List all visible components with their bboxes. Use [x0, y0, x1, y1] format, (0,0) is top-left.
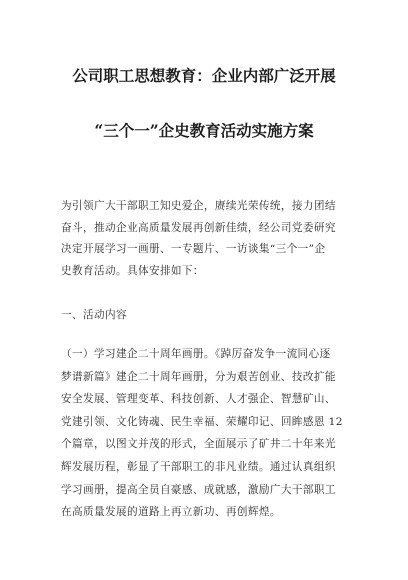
item-1-line: 个篇章，以图文并茂的形式，全面展示了矿井二十年来光 — [61, 438, 336, 451]
item-1-line: （一）学习建企二十周年画册。《踔厉奋发争一流同心逐 — [61, 348, 331, 360]
item-1-line: 辉发展历程，彰显了干部职工的非凡业绩。通过认真组织 — [61, 460, 336, 473]
item-1-line: 学习画册，提高全员自豪感、成就感，激励广大干部职工 — [61, 483, 336, 496]
section-heading — [61, 305, 348, 325]
intro-line: 为引领广大干部职工知史爱企，赓续光荣传统，接力团结 — [61, 200, 336, 212]
item-1-line: 在高质量发展的道路上再立新功、再创辉煌。 — [61, 506, 281, 519]
intro-line: 史教育活动。具体安排如下： — [61, 264, 204, 277]
item-1-line: 安全发展、管理变革、科技创新、人才强企、智慧矿山、 — [61, 393, 336, 406]
item-1-line: 党建引领、文化铸魂、民生幸福、荣耀印记、回眸感恩 12 — [61, 415, 343, 428]
intro-line: 奋斗，推动企业高质量发展再创新佳绩，经公司党委研究 — [61, 221, 336, 234]
item-1-paragraph — [61, 343, 348, 524]
document-title-line-2: “三个一”企史教育活动实施方案 — [94, 121, 314, 140]
item-1-line: 梦谱新篇》建企二十周年画册，分为艰苦创业、技改扩能 — [61, 370, 336, 383]
intro-line: 决定开展学习一画册、一专题片、一访谈集“三个一”企 — [61, 243, 326, 255]
intro-paragraph — [61, 196, 348, 282]
document-title-line-1: 公司职工思想教育：企业内部广泛开展 — [72, 66, 336, 85]
section-heading-text: 一、活动内容 — [61, 309, 127, 321]
